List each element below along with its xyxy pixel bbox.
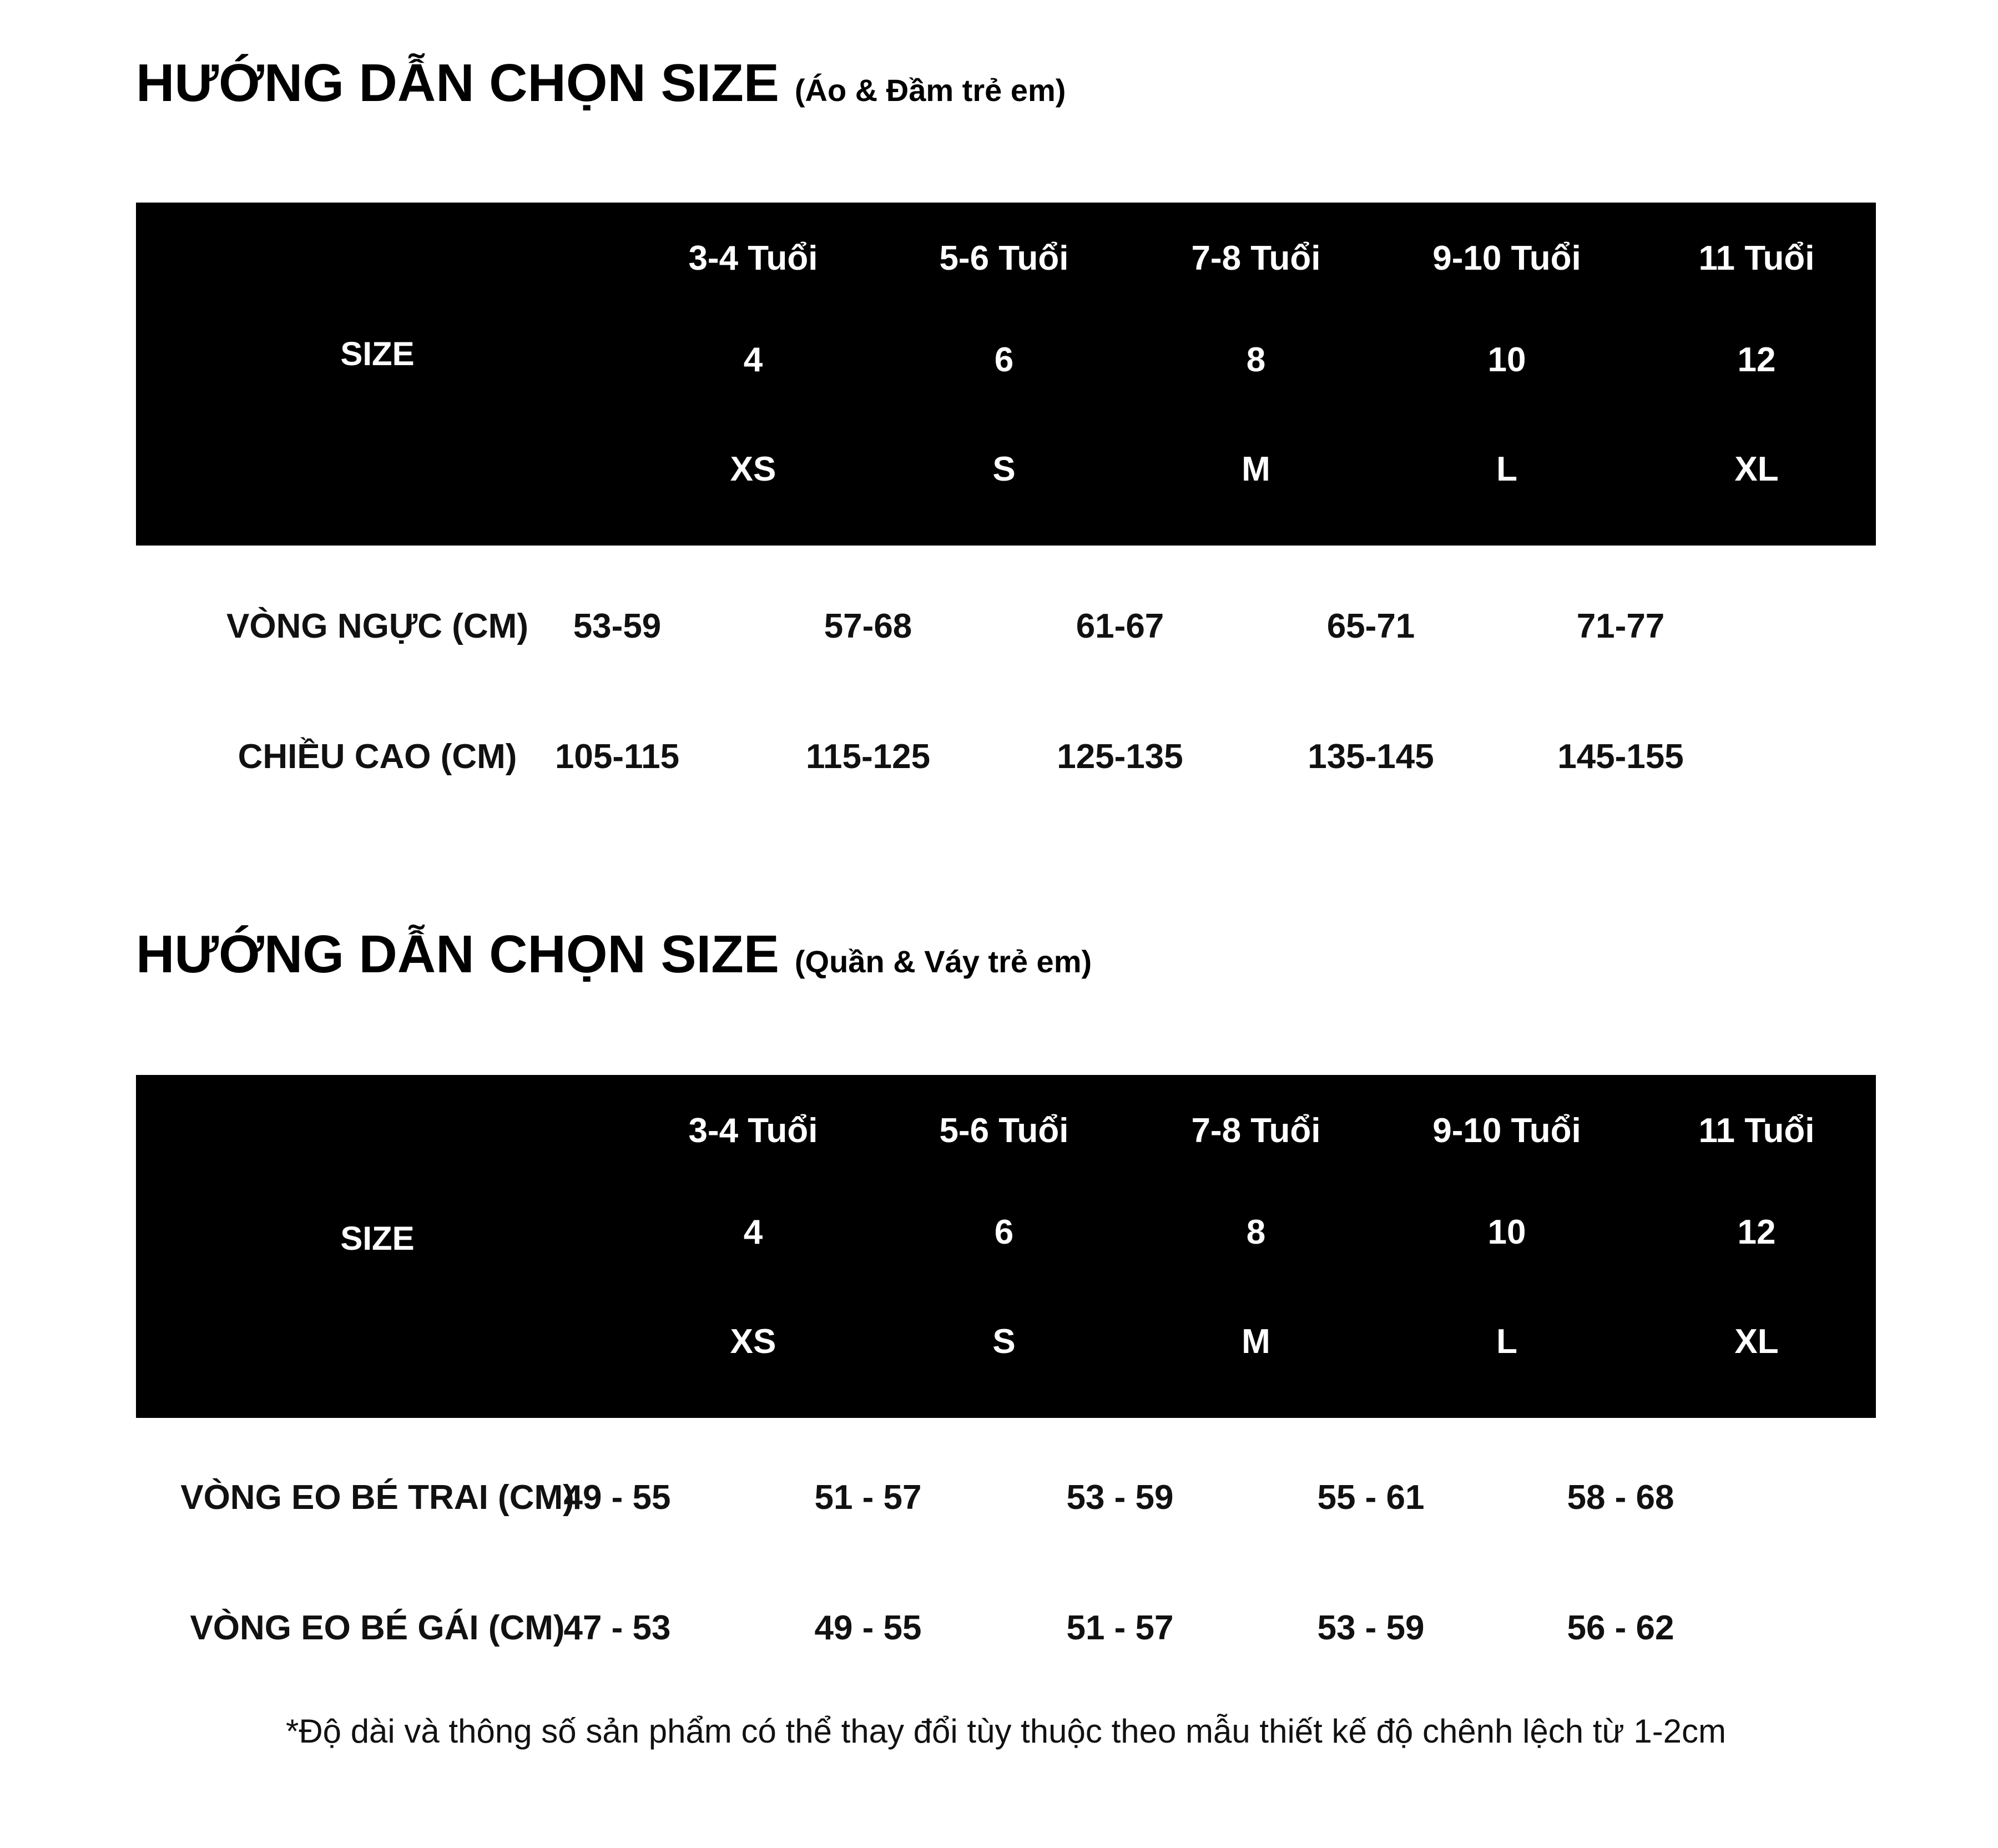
size-letter: XL xyxy=(1734,1322,1779,1361)
size-number: 4 xyxy=(743,341,763,379)
table-cell: 115-125 xyxy=(805,738,931,776)
age-header: 7-8 Tuổi xyxy=(1191,1112,1321,1150)
size-letter: M xyxy=(1242,450,1270,488)
table-cell: 55 - 61 xyxy=(1317,1478,1425,1517)
age-header: 5-6 Tuổi xyxy=(939,1112,1069,1150)
size-number: 4 xyxy=(743,1213,763,1251)
age-header: 5-6 Tuổi xyxy=(939,239,1069,277)
row-label: CHIỀU CAO (CM) xyxy=(238,738,517,776)
size-label: SIZE xyxy=(340,1220,415,1257)
table-cell: 49 - 55 xyxy=(563,1478,671,1517)
table-cell: 71-77 xyxy=(1576,607,1665,645)
table-cell: 105-115 xyxy=(554,738,680,776)
table-cell: 135-145 xyxy=(1308,738,1434,776)
size-number: 6 xyxy=(994,1213,1014,1251)
table-cell: 61-67 xyxy=(1076,607,1164,645)
section-title-main: HƯỚNG DẪN CHỌN SIZE xyxy=(136,53,779,113)
table-cell: 53 - 59 xyxy=(1317,1609,1425,1647)
table-row-waist-boy xyxy=(136,1478,1876,1528)
size-letter: L xyxy=(1496,1322,1517,1361)
size-table-header-tops xyxy=(136,203,1876,546)
table-cell: 57-68 xyxy=(824,607,912,645)
table-cell: 145-155 xyxy=(1557,738,1684,776)
size-number: 10 xyxy=(1487,1213,1526,1251)
section-title-bottoms xyxy=(136,924,1092,985)
footnote: *Độ dài và thông số sản phẩm có thể thay đổi tùy thuộc theo mẫu thiết kế độ chênh lệch từ 1-2cm xyxy=(285,1713,1727,1750)
table-cell: 53-59 xyxy=(573,607,662,645)
table-row-waist-girl xyxy=(136,1608,1876,1658)
size-number: 12 xyxy=(1737,1213,1776,1251)
table-cell: 49 - 55 xyxy=(814,1609,922,1647)
size-number: 8 xyxy=(1246,341,1266,379)
table-cell: 125-135 xyxy=(1057,738,1183,776)
section-subtitle: (Áo & Đầm trẻ em) xyxy=(794,73,1066,108)
row-label: VÒNG EO BÉ TRAI (CM) xyxy=(180,1478,574,1517)
size-number: 12 xyxy=(1737,341,1776,379)
size-label: SIZE xyxy=(340,335,415,372)
age-header: 3-4 Tuổi xyxy=(688,1112,818,1150)
size-letter: S xyxy=(992,450,1016,488)
table-cell: 56 - 62 xyxy=(1567,1609,1674,1647)
age-header: 7-8 Tuổi xyxy=(1191,239,1321,277)
table-cell: 47 - 53 xyxy=(563,1609,671,1647)
size-letter: XS xyxy=(730,450,776,488)
size-number: 10 xyxy=(1487,341,1526,379)
table-cell: 51 - 57 xyxy=(1066,1609,1174,1647)
size-letter: S xyxy=(992,1322,1016,1361)
size-table-header-bottoms xyxy=(136,1075,1876,1418)
table-cell: 53 - 59 xyxy=(1066,1478,1174,1517)
age-header: 9-10 Tuổi xyxy=(1432,1112,1581,1150)
age-header: 9-10 Tuổi xyxy=(1432,239,1581,277)
section-title-tops xyxy=(136,53,1066,114)
size-letter: L xyxy=(1496,450,1517,488)
size-number: 6 xyxy=(994,341,1014,379)
section-subtitle: (Quần & Váy trẻ em) xyxy=(794,944,1092,979)
table-row-chest xyxy=(136,607,1876,657)
table-cell: 65-71 xyxy=(1326,607,1415,645)
size-letter: M xyxy=(1242,1322,1270,1361)
age-header: 3-4 Tuổi xyxy=(688,239,818,277)
age-header: 11 Tuổi xyxy=(1698,1112,1815,1150)
table-row-height xyxy=(136,737,1876,787)
size-number: 8 xyxy=(1246,1213,1266,1251)
row-label: VÒNG EO BÉ GÁI (CM) xyxy=(190,1609,565,1647)
size-letter: XS xyxy=(730,1322,776,1361)
age-header: 11 Tuổi xyxy=(1698,239,1815,277)
table-cell: 58 - 68 xyxy=(1567,1478,1674,1517)
section-title-main: HƯỚNG DẪN CHỌN SIZE xyxy=(136,925,779,984)
table-cell: 51 - 57 xyxy=(814,1478,922,1517)
row-label: VÒNG NGỰC (CM) xyxy=(226,607,528,645)
size-letter: XL xyxy=(1734,450,1779,488)
